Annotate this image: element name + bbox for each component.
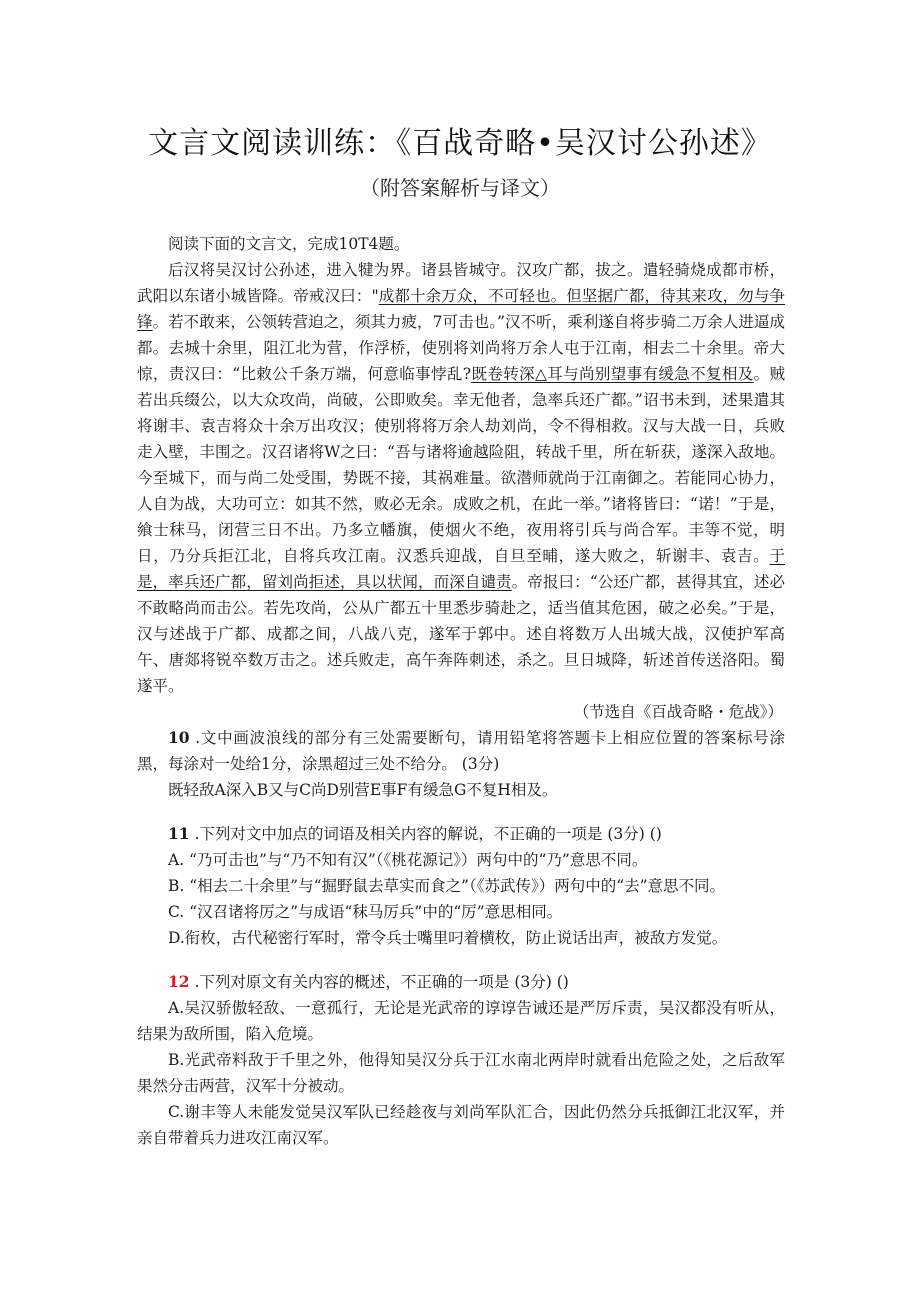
passage-intro: 阅读下面的文言文，完成10T4题。: [168, 235, 410, 253]
option-b: B.光武帝料敌于千里之外，他得知吴汉分兵于江水南北两岸时就看出危险之处，之后敌军果然分击两营，汉军十分被动。: [137, 1051, 785, 1095]
option-c: C.谢丰等人未能发觉吴汉军队已经趁夜与刘尚军队汇合，因此仍然分兵抵御江北汉军，并亲自带着兵力进攻江南汉军。: [137, 1103, 785, 1147]
question-number: 12: [168, 972, 190, 991]
page-subtitle: （附答案解析与译文）: [360, 176, 560, 200]
passage-segment: 。帝报曰：“公还广都，甚得其宜，述必不敢略尚而击公。若先攻尚，公从广都五十里悉步骑赴之，适当值其危困，破之必矣。”于是，汉与述战于广都、成都之间，八战八克，遂军于郭中。述自将数万人出城大战，汉使护军高午、唐郯将锐卒数万击之。述兵败走，高午奔阵刺述，杀之。旦日城降，斩述首传送洛阳。蜀遂平。: [137, 573, 785, 695]
question-10: [137, 725, 785, 777]
option-a: A. “乃可击也”与“乃不知有汉”（《桃花源记》）两句中的“乃”意思不同。: [168, 851, 648, 869]
question-10-answer-line: 既轻敌A深入B又与C尚D别营E事F有缓急G不复H相及。: [168, 781, 558, 799]
passage-segment: 后汉将吴汉讨公孙述，进入犍为界。诸县皆城守。汉攻广都，拔之。遣轻骑烧成都市桥，武阳以东诸小城皆降。帝戒汉曰：": [137, 261, 785, 305]
spacer: [137, 803, 785, 821]
question-text: .文中画波浪线的部分有三处需要断句，请用铅笔将答题卡上相应位置的答案标号涂黑，每涂对一处给1分，涂黑超过三处不给分。 (3分): [137, 729, 785, 773]
underlined-sentence-1: 成都十余万众，不可轻也。但坚据广都，待其来攻，勿与争锋: [137, 287, 785, 331]
question-number: 10: [168, 728, 190, 747]
underlined-sentence-2: 既卷转深△耳与尚别望事有缓急不复相及: [471, 365, 754, 383]
option-d: D.衔枚，古代秘密行军时，常令兵士嘴里叼着横枚，防止说话出声，被敌方发觉。: [168, 929, 728, 947]
question-number: 11: [168, 824, 190, 843]
document-body: [137, 231, 785, 1151]
passage-segment: 。若不敢来，公领转营迫之，须其力疲，7可击也。”汉不听，乘利遂自将步骑二万余人进逼成都。去城十余里，阻江北为营，作浮桥，使别将刘尚将万余人屯于江南，相去二十余里。帝大惊，责汉曰：“比敕公千条万端，何意临事悖乱?: [137, 313, 785, 383]
question-11: [137, 821, 785, 847]
option-c: C. “汉召诸将厉之”与成语“秣马厉兵”中的“厉”意思相同。: [168, 903, 563, 921]
passage-text: [137, 257, 785, 699]
underlined-sentence-3: 于是，率兵还广都，留刘尚拒述，具以状闻，而深自谴责: [137, 547, 785, 591]
question-text: .下列对原文有关内容的概述，不正确的一项是 (3分) (): [189, 973, 569, 991]
passage-segment: 。贼若出兵缀公，以大众攻尚，尚破，公即败矣。幸无他者，急率兵还广都。”诏书未到，述果遣其将谢丰、袁吉将众十余万出攻汉；使别将将万余人劫刘尚，令不得相救。汉与大战一日，兵败走入壁，丰围之。汉召诸将W之曰：“吾与诸将逾越险阻，转战千里，所在斩获，遂深入敌地。今至城下，而与尚二处受围，势既不接，其祸难量。欲潜师就尚于江南御之。若能同心协力，人自为战，大功可立：如其不然，败必无余。成败之机，在此一举。”诸将皆曰：“诺！”于是，飨士秣马，闭营三日不出。乃多立幡旗，使烟火不绝，夜用将引兵与尚合军。丰等不觉，明日，乃分兵拒江北，自将兵攻江南。汉悉兵迎战，自旦至晡，遂大败之，斩谢丰、袁吉。: [137, 365, 785, 565]
question-12: [137, 969, 785, 995]
spacer: [137, 951, 785, 969]
question-text: .下列对文中加点的词语及相关内容的解说，不正确的一项是 (3分) (): [189, 825, 662, 843]
option-b: B. “相去二十余里”与“掘野鼠去草实而食之”（《苏武传》）两句中的“去”意思不同。: [168, 877, 726, 895]
option-a: A.吴汉骄傲轻敌、一意孤行，无论是光武帝的谆谆告诫还是严厉斥责，吴汉都没有听从，结果为敌所围，陷入危境。: [137, 999, 785, 1043]
passage-source: （节选自《百战奇略・危战》）: [573, 703, 783, 721]
page-title: 文言文阅读训练：《百战奇略•吴汉讨公孙述》: [148, 126, 772, 161]
